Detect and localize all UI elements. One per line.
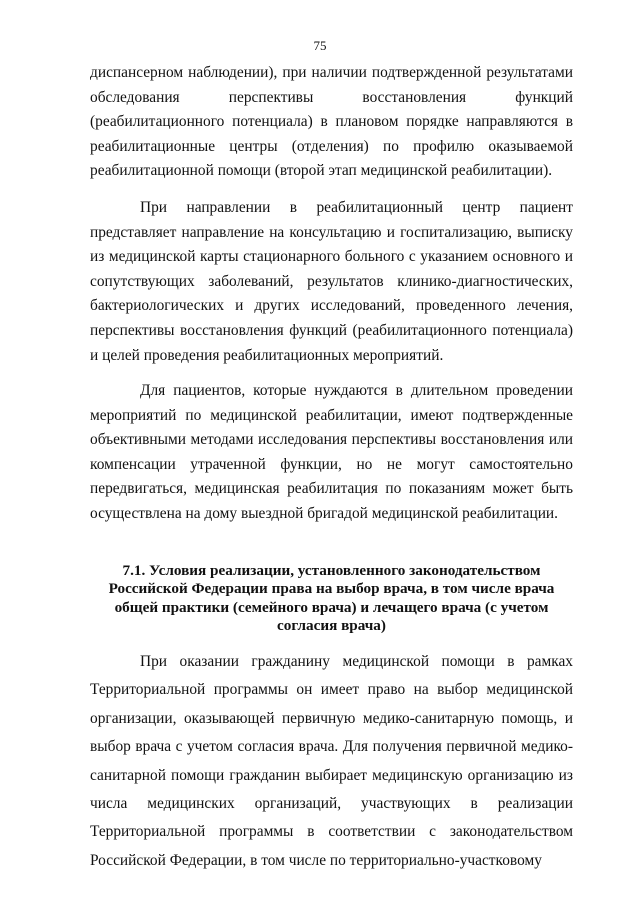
paragraph-referral-documents: При направлении в реабилитационный центр пациент представляет направление на консультацию и госпитализацию, выписку из медицинской карты стационарного больного с указанием основного и сопутствующих заболеваний, результатов клинико-диагностических, бактериологических и других исследований, проведенного лечения, перспективы восстановления функций (реабилитационного потенциала) и целей проведения реабилитационных мероприятий. (90, 199, 573, 364)
paragraph-choice-of-organization: При оказании гражданину медицинской помощи в рамках Территориальной программы он имеет право на выбор медицинской организации, оказывающей первичную медико-санитарную помощь, и выбор врача с учетом согласия врача. Для получения первичной медико-санитарной помощи гражданин выбирает медицинскую организацию из числа медицинских организаций, участвующих в реализации Территориальной программы в соответствии с законодательством Российской Федерации, в том числе по территориально-участковому (90, 653, 573, 869)
section-heading: 7.1. Условия реализации, установленного законодательством Российской Федерации права на выбор врача, в том числе врача общей практики (семейного врача) и лечащего врача (с учетом согласия врача) (108, 562, 555, 635)
page-number: 75 (313, 38, 327, 53)
paragraph-continuation: диспансерном наблюдении), при наличии подтвержденной результатами обследования перспективы восстановления функций (реабилитационного потенциала) в плановом порядке направляются в реабилитационные центры (отделения) по профилю оказываемой реабилитационной помощи (второй этап медицинской реабилитации). (90, 64, 573, 180)
paragraph-home-rehabilitation: Для пациентов, которые нуждаются в длительном проведении мероприятий по медицинской реабилитации, имеют подтвержденные объективными методами исследования перспективы восстановления или компенсации утраченной функции, но не могут самостоятельно передвигаться, медицинская реабилитация по показаниям может быть осуществлена на дому выездной бригадой медицинской реабилитации. (90, 382, 573, 522)
